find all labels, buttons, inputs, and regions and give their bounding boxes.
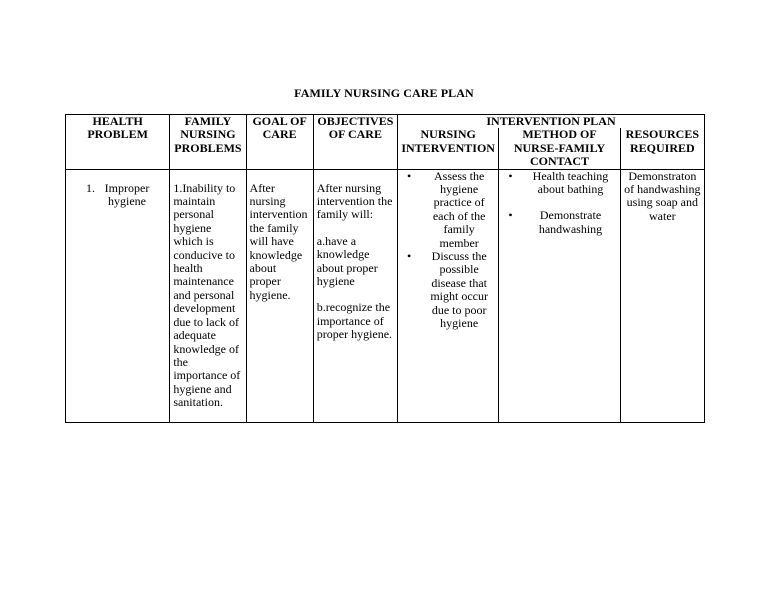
header-health-problem: HEALTH PROBLEM — [66, 115, 170, 170]
header-goal-of-care: GOAL OF CARE — [246, 115, 313, 170]
objective-a: a.have a knowledge about proper hygiene — [316, 233, 378, 289]
care-plan-table — [65, 114, 705, 423]
objectives-intro: After nursing intervention the family will: — [316, 180, 393, 222]
header-objectives-of-care: OBJECTIVES OF CARE — [313, 115, 397, 170]
list-item: • Discuss the possible disease that might occur due to poor hygiene — [401, 250, 495, 330]
cell-family-nursing-problem — [170, 169, 246, 422]
list-item: • Assess the hygiene practice of each of the family member — [401, 170, 495, 250]
document-title: FAMILY NURSING CARE PLAN — [294, 86, 474, 100]
list-item: • Health teaching about bathing — [502, 170, 616, 197]
header-family-nursing-problems: FAMILY NURSING PROBLEMS — [170, 115, 246, 170]
cell-resources-required — [620, 169, 704, 422]
cell-method-of-contact — [499, 169, 620, 422]
family-nursing-problem-text: 1.Inability to maintain personal hygiene which is conducive to health maintenance and personal development due to lack of adequate knowledge of the importance of hygiene and sanitation. — [173, 180, 241, 410]
nursing-intervention-list — [401, 170, 495, 331]
health-problem-number: 1. — [86, 180, 95, 195]
header-nursing-intervention: NURSING INTERVENTION — [398, 128, 499, 169]
objective-b: b.recognize the importance of proper hygiene. — [316, 300, 393, 342]
cell-goal-of-care — [246, 169, 313, 422]
cell-objectives-of-care — [313, 169, 397, 422]
health-problem-text: Improper hygiene — [104, 180, 150, 209]
header-method-of-contact: METHOD OF NURSE-FAMILY CONTACT — [499, 128, 620, 169]
goal-of-care-text: After nursing intervention the family will have knowledge about proper hygiene. — [249, 180, 308, 302]
resources-text: Demonstraton of handwashing using soap and water — [624, 168, 701, 223]
method-of-contact-list — [502, 170, 616, 237]
header-intervention-plan: INTERVENTION PLAN — [398, 115, 705, 129]
cell-nursing-intervention — [398, 169, 499, 422]
header-resources-required: RESOURCES REQUIRED — [620, 128, 704, 169]
list-item: • Demonstrate handwashing — [502, 209, 616, 236]
cell-health-problem — [66, 169, 170, 422]
